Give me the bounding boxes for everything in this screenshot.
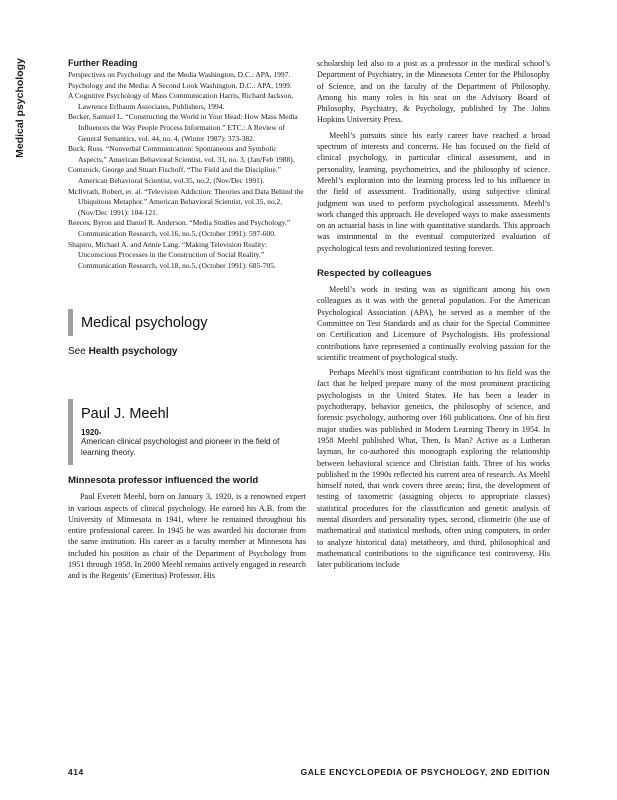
reference-entry: A Cognitive Psychology of Mass Communication Harris, Richard Jackson, Lawrence Erlbaum Associates, Publishers, 1994. bbox=[68, 91, 293, 111]
reference-entry: Reeces, Byron and Daniel R. Anderson. “Media Studies and Psychology.” Communication Research, vol.16, no.5, (October 1991): 597-600. bbox=[68, 218, 291, 238]
meehl-description: American clinical psychologist and pioneer in the field of learning theory. bbox=[81, 437, 280, 457]
medical-psychology-heading: Medical psychology bbox=[81, 314, 208, 331]
see-link[interactable]: Health psychology bbox=[88, 346, 178, 358]
book-title: GALE ENCYCLOPEDIA OF PSYCHOLOGY, 2ND EDITION bbox=[300, 767, 550, 777]
further-reading-title: Further Reading bbox=[68, 58, 138, 68]
reference-entry: Perspectives on Psychology and the Media Washington, D.C.: APA, 1997. bbox=[68, 70, 291, 79]
meehl-paragraph-1: Paul Everett Meehl, born on January 3, 1920, is a renowned expert in various aspects of clinical psychology. He earned his A.B. from the University of Minnesota in 1941, where he remained throughout his entire professional career. In 1945 he was awarded his doctorate from the same institution. His career as a faculty member at Minnesota has included his position as chair of the Department of Psychology from 1951 through 1958. In 2000 Meehl remains actively engaged in research and is the Regents’ (Emeritus) Professor. His bbox=[68, 492, 306, 581]
section-title-minnesota: Minnesota professor influenced the world bbox=[68, 475, 259, 487]
side-tab-label: Medical psychology bbox=[14, 58, 26, 158]
meehl-paragraph-3: Meehl’s work in testing was as significant among his own colleagues as it was with the general population. For the American Psychological Association (APA), he served as a member of the Committee on Test Standards and as chair for the Special Committee on Certification and Licensure of Psychologists. His professional contributions have represented a continually evolving passion for the scientific treatment of psychological study. bbox=[317, 285, 550, 362]
medical-psychology-heading-box bbox=[68, 309, 306, 336]
reference-entry: Psychology and the Media: A Second Look Washington, D.C.: APA, 1999. bbox=[68, 80, 292, 90]
side-tab bbox=[10, 58, 30, 158]
page-number: 414 bbox=[68, 767, 84, 777]
reference-entry: Buck, Ross. “Nonverbal Communication: Spontaneous and Symbolic Aspects,” American Behavioral Scientist, vol. 31, no. 3, (Jan/Feb 1988). bbox=[68, 144, 295, 164]
left-column bbox=[68, 58, 306, 582]
meehl-paragraph-4: Perhaps Meehl’s most significant contribution to his field was the fact that he helped prepare many of the most prominent practicing psychologists in the United States. He has been a leader in psychotherapy, behavior genetics, the philosophy of science, and forensic psychology, authoring over 160 publications. One of his first major studies was published in Modern Learning Theory in 1954. In 1958 Meehl published What, Then, Is Man? Active as a Lutheran layman, he co-authored this monograph exploring the relationship between behavioral science and Christian faith. Three of his works published in the 1990s reflected his current area of research. As Meehl himself noted, that work covers three areas; first, the development of testing of taxometric (assigning objects to appropriate classes) statistical procedures for the classification and genetic analysis of mental disorders and personality types, second, cliometric (the use of mathematical and statistical methods, often using computers, in order to analyze historical data) metatheory, and third, philosophical and mathematical contributions to the significance test controversy. His later publications include bbox=[317, 368, 550, 570]
meehl-heading: Paul J. Meehl bbox=[81, 406, 169, 423]
reference-entry: McIlvrath, Robert, et. al. “Television Addiction: Theories and Data Behind the Ubiquitous Metaphor.” American Behavioral Scientist, vol.35, no.2, (Nov/Dec 1991): 104-121. bbox=[68, 186, 304, 217]
meehl-year: 1920- bbox=[81, 428, 102, 438]
reference-entry: Comstock, George and Stuart Fischoff. “The Field and the Discipline.” American Behavioral Scientist, vol.35, no.2, (Nov/Dec 1991). bbox=[68, 165, 282, 185]
meehl-paragraph-2: Meehl’s pursuits since his early career have reached a broad spectrum of interests and concerns. He has focused on the field of clinical psychology, in particular clinical assessment, and in personality, learning, psychometrics, and the philosophy of science. Meehl’s exploration into the learning process led to his influence in the field of assessment. Traditionally, using subjective clinical judgment was used to perform psychological assessments. Meehl’s work changed this approach. He developed ways to make assessments on an actuarial basis in line with quantitative standards. This approach was instrumental in the eventual computerized evaluation of psychological tests and revolutionized testing forever. bbox=[317, 130, 550, 253]
page-footer bbox=[68, 767, 550, 777]
meehl-heading-box bbox=[68, 399, 306, 465]
section-title-respected: Respected by colleagues bbox=[317, 268, 432, 280]
reference-entry: Shapiro, Michael A. and Annie Lang. “Making Television Reality: Unconscious Processes in the Construction of Social Reality.” Communication Research, vol.18, no.5, (October 1991): 685-705. bbox=[68, 239, 276, 270]
right-column bbox=[317, 58, 550, 570]
continuation-paragraph: scholarship led also to a post as a professor in the medical school’s Department of Psychiatry, in the Minnesota Center for the Philosophy of Science, and on the faculty of the Department of Philosophy. Among his many roles is his seat on the Advisory Board of Philosophy, Psychiatry, & Psychology, published by The Johns Hopkins University Press. bbox=[317, 59, 550, 125]
further-reading bbox=[68, 58, 306, 271]
see-reference bbox=[68, 346, 306, 357]
see-prefix: See bbox=[68, 346, 86, 358]
reference-entry: Becker, Samuel L. “Constructing the World in Your Head: How Mass Media Influences the Way People Process Information.” ETC.: A Review of General Semantics, vol. 44, no. 4, (Winter 1987): 373-382. bbox=[68, 112, 298, 143]
